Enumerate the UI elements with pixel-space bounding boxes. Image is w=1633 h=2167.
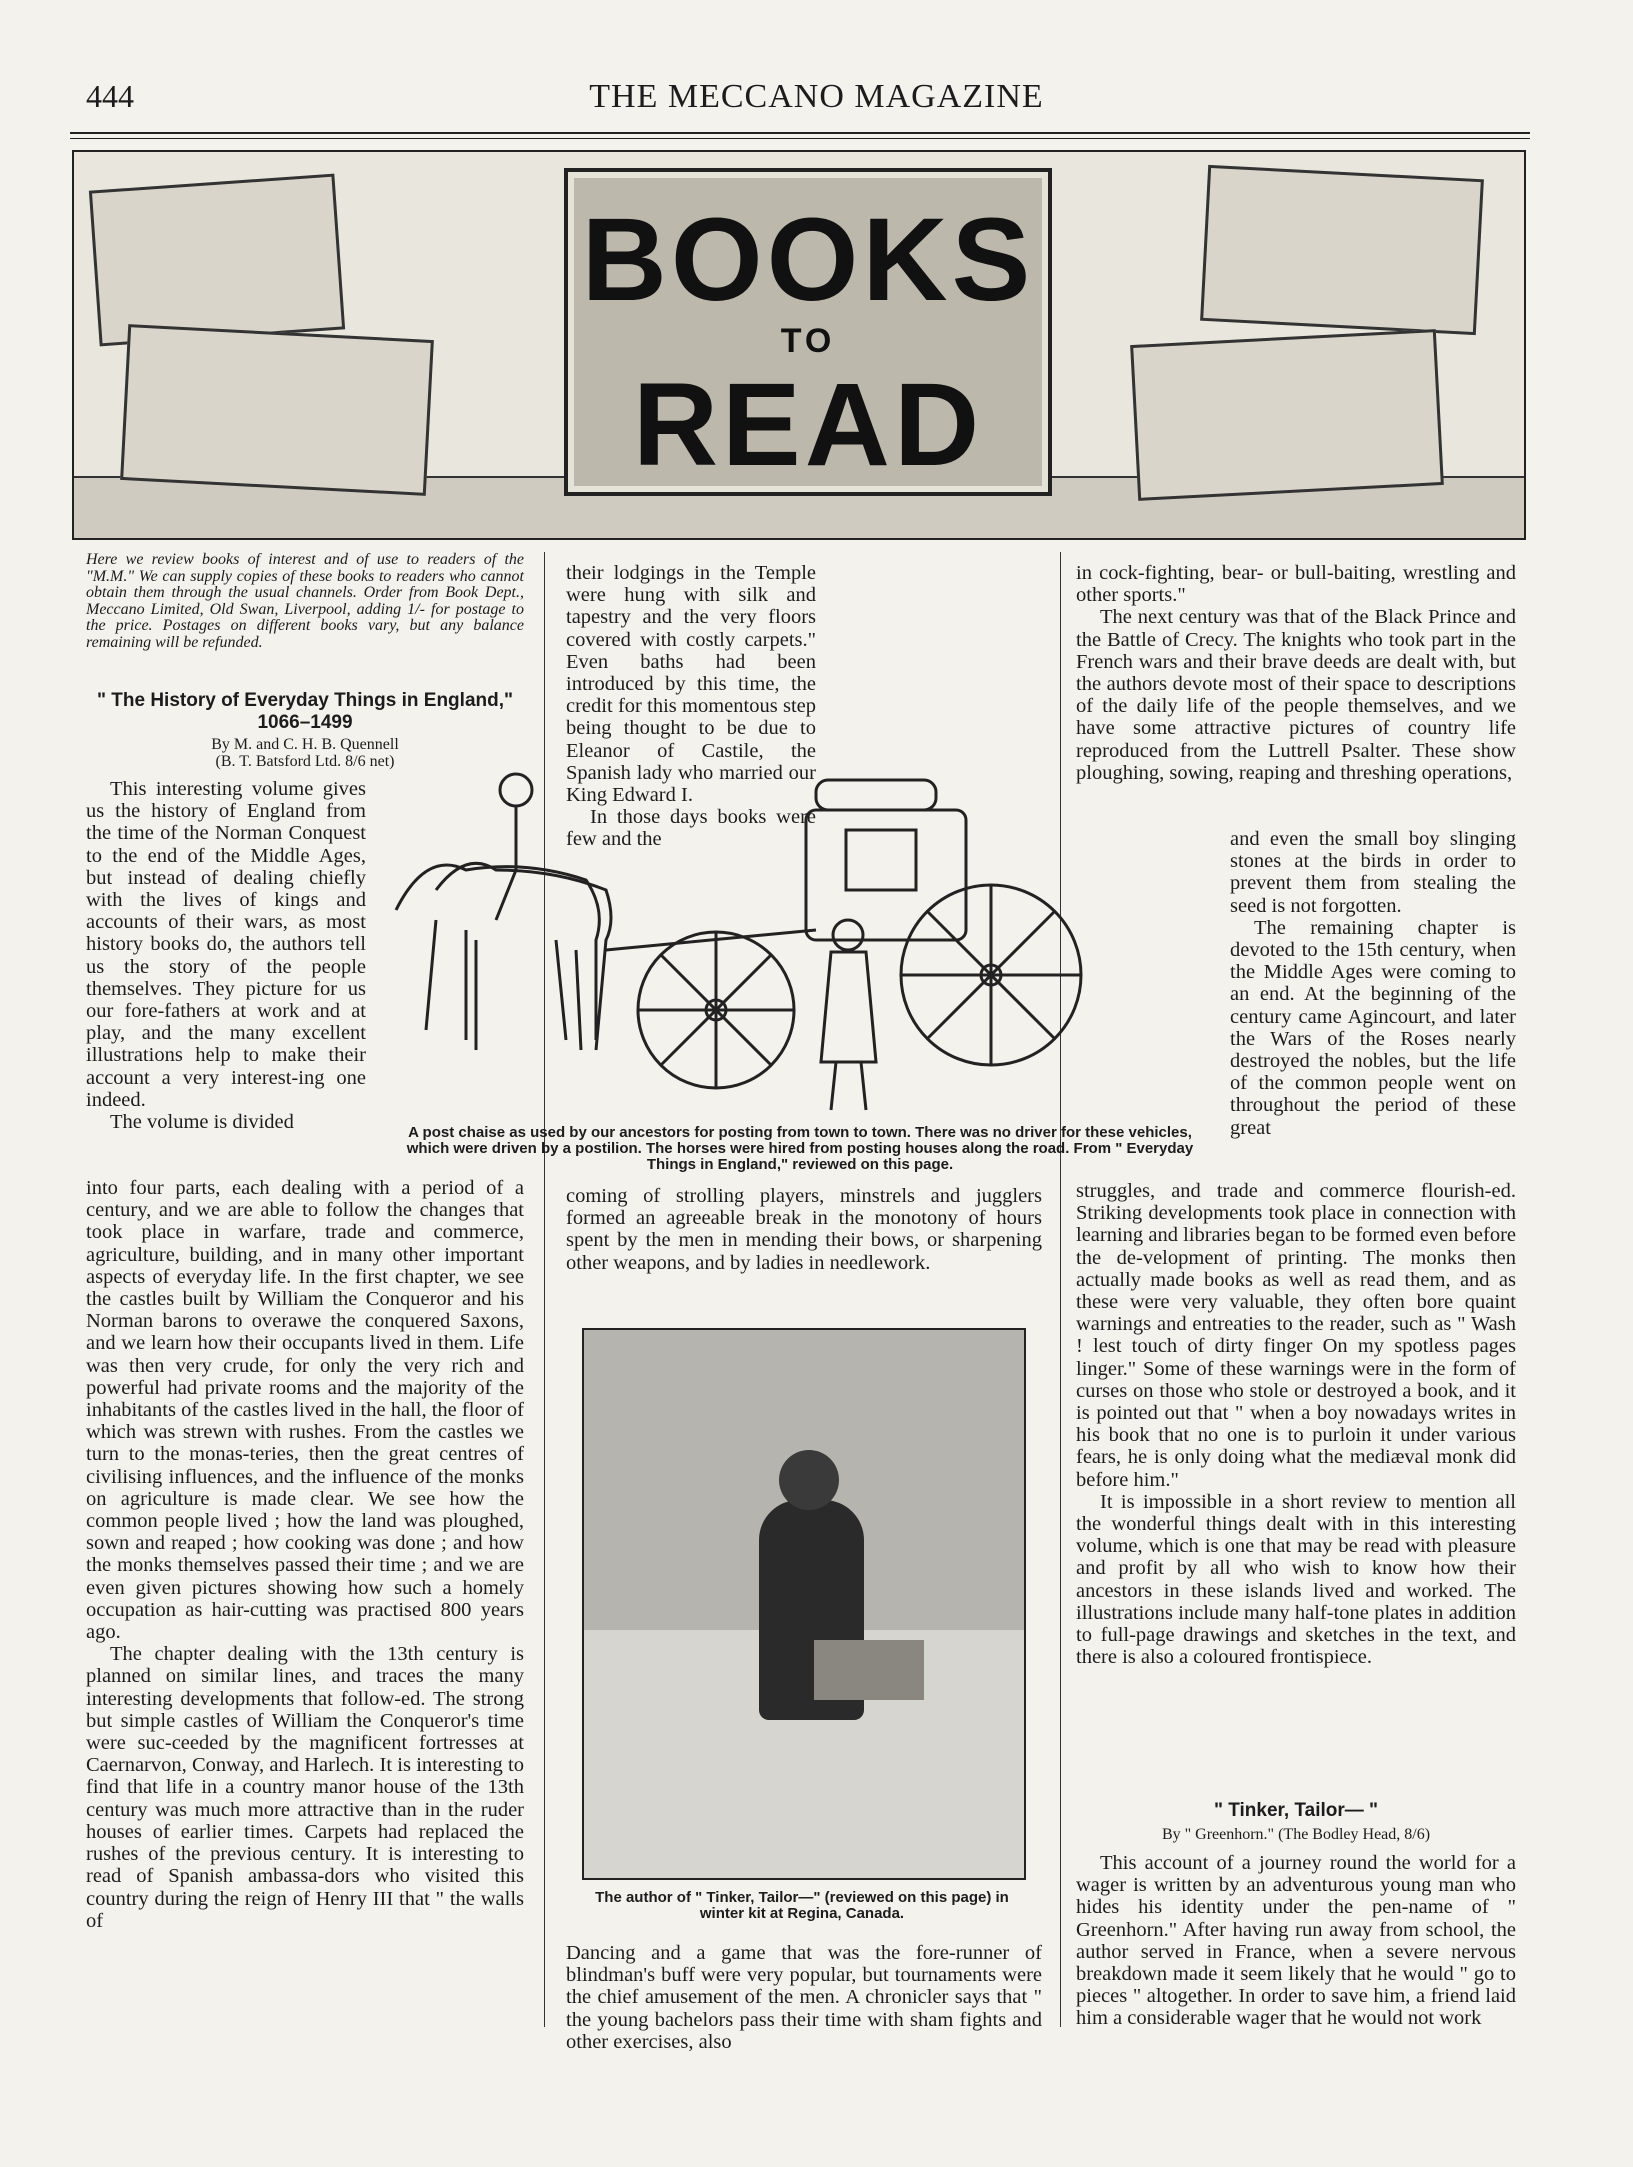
col3-text-1: in cock-fighting, bear- or bull-baiting, wrestling and other sports." bbox=[1076, 562, 1516, 607]
title-panel bbox=[564, 168, 1052, 496]
col2-text-bottom: Dancing and a game that was the fore-runner of blindman's buff were very popular, but tournaments were the chief amusement of the men. A chronicler says that " the young bachelors pass their time with sham fights and other exercises, also bbox=[566, 1942, 1042, 2053]
banner-word-books: BOOKS bbox=[581, 194, 1035, 326]
review-publisher: (B. T. Batsford Ltd. 8/6 net) bbox=[215, 753, 395, 770]
open-book-illustration-right-top bbox=[1200, 165, 1484, 335]
header-rule-thin bbox=[70, 138, 1530, 139]
photo-crate bbox=[814, 1640, 924, 1700]
standing-figure bbox=[821, 920, 876, 1110]
col2-paragraph-bottom bbox=[566, 1942, 1042, 2053]
open-book-illustration-right-bottom bbox=[1130, 329, 1444, 501]
col1-text-block-2: The volume is divided bbox=[110, 1111, 294, 1134]
open-book-illustration-left-top bbox=[89, 174, 345, 347]
col3-paragraph-lower bbox=[1076, 1180, 1516, 1668]
banner-word-read: READ bbox=[632, 359, 984, 491]
header-rule bbox=[70, 132, 1530, 134]
col3-text-4: It is impossible in a short review to mention all the wonderful things dealt with in this interesting volume, which is one that may be read with pleasure and profit by all who wish to know how their ancestors in these islands lived and worked. The illustrations include many half-tone plates in addition to full-page drawings and sketches in the text, and there is also a coloured frontispiece. bbox=[1076, 1490, 1516, 1669]
col3-paragraph-narrow bbox=[1230, 828, 1516, 1139]
books-to-read-banner bbox=[72, 150, 1526, 540]
col3-text-3b: struggles, and trade and commerce flourish-ed. Striking developments took place in connection with learning and libraries began to be formed even before the de-velopment of printing. The monks then actually made books as well as read them, and as these were very valuable, they often bore quaint warnings and entreaties to the reader, such as " Wash ! lest touch of dirty finger On my spotless pages linger." Some of these warnings were in the form of curses on those who stole or destroyed a book, and it is pointed out that " when a boy nowadays writes in his book that no one is to purloin it under various fears, he is only doing what the mediæval monk did before him." bbox=[1076, 1180, 1516, 1491]
col3-text-2b: and even the small boy slinging stones at the birds in order to prevent them from stealing the seed is not forgotten. bbox=[1230, 828, 1516, 917]
col1-paragraph-2 bbox=[86, 1177, 524, 1932]
col3-paragraph-top bbox=[1076, 562, 1516, 784]
masthead: THE MECCANO MAGAZINE bbox=[589, 78, 1044, 115]
col1-paragraph-1 bbox=[86, 778, 366, 1133]
review-title-tinker-tailor: " Tinker, Tailor— " bbox=[1213, 1800, 1379, 1821]
col3-text-5: This account of a journey round the world for a wager is written by an adventurous young man who hides his identity under the pen-name of " Greenhorn." After having run away from school, the author served in France, when a severe nervous breakdown made it seem likely that he would " go to pieces " altogether. In order to save him, a friend laid him a considerable wager that he would not work bbox=[1076, 1852, 1516, 2030]
col2-text-top: their lodgings in the Temple were hung with silk and tapestry and the very floors covered with costly carpets." Even baths had been introduced by this time, the credit for this momentous step being thought to be due to Eleanor of Castile, the Spanish lady who married our King Edward I. bbox=[566, 562, 816, 807]
col1-text-block: This interesting volume gives us the history of England from the time of the Norman Conquest to the end of the Middle Ages, but instead of dealing chiefly with the lives of kings and accounts of their wars, as most history books do, the authors tell us the story of the people themselves. They picture for us our fore-fathers at work and at play, and the many excellent illustrations help to make their account a very interest-ing one indeed. bbox=[86, 778, 366, 1111]
review-title-everyday-things: " The History of Everyday Things in England," 1066–1499 bbox=[96, 690, 514, 733]
review-byline-tinker-tailor: By " Greenhorn." (The Bodley Head, 8/6) bbox=[1161, 1826, 1431, 1843]
postilion-rider bbox=[496, 774, 532, 920]
author-photo bbox=[582, 1328, 1026, 1880]
author-head bbox=[779, 1450, 839, 1510]
col2-text-mid: coming of strolling players, minstrels and jugglers formed an agreeable break in the monotony of hours spent by the men in mending their bows, or sharpening other weapons, and by ladies in needlework. bbox=[566, 1185, 1042, 1274]
col3-paragraph-bottom bbox=[1076, 1852, 1516, 2030]
banner-word-to: TO bbox=[780, 322, 836, 360]
carriage-body bbox=[806, 780, 966, 940]
col1-text-block-4: The chapter dealing with the 13th century is planned on similar lines, and traces the many interesting developments that follow-ed. The strong but simple castles of William the Conqueror's time were suc-ceeded by the magnificent fortresses at Caernarvon, Conway, and Harlech. It is interesting to find that life in a country manor house of the 13th century was much more attractive than in the ruder houses of earlier times. Carpets had replaced the rushes of the previous century. It is interesting to read of Spanish ambassa-dors who visited this country during the reign of Henry III that " the walls of bbox=[86, 1643, 524, 1932]
col2-paragraph-mid bbox=[566, 1185, 1042, 1274]
open-book-illustration-left-bottom bbox=[120, 324, 434, 496]
illustration-caption: A post chaise as used by our ancestors for posting from town to town. There was no driver for these vehicles, which were driven by a postilion. The horses were hired from posting houses along the road. From " Everyday Things in England," reviewed on this page. bbox=[406, 1124, 1194, 1173]
photo-caption: The author of " Tinker, Tailor—" (reviewed on this page) in winter kit at Regina, Canada. bbox=[595, 1889, 1009, 1922]
col2-text-top-2: In those days books were few and the bbox=[566, 806, 816, 851]
intro-note: Here we review books of interest and of use to readers of the "M.M." We can supply copies of these books to readers who cannot obtain them through the usual channels. Order from Book Dept., Meccano Limited, Old Swan, Liverpool, adding 1/- for postage to the price. Postages on different books vary, but any balance remaining will be refunded. bbox=[86, 551, 524, 651]
col3-text-3: The remaining chapter is devoted to the 15th century, when the Middle Ages were coming to an end. At the beginning of the century came Agincourt, and later the Wars of the Roses nearly destroyed the nobles, but the life of the common people went on throughout the period of these great bbox=[1230, 916, 1516, 1139]
col3-text-2: The next century was that of the Black Prince and the Battle of Crecy. The knights who took part in the French wars and their brave deeds are dealt with, but the authors devote most of their space to descriptions of the daily life of the people themselves, and we have some attractive pictures of country life reproduced from the Luttrell Psalter. These show ploughing, sowing, reaping and threshing operations, bbox=[1076, 606, 1516, 784]
review-byline: By M. and C. H. B. Quennell bbox=[211, 736, 399, 753]
page-number: 444 bbox=[86, 78, 134, 114]
horses bbox=[396, 863, 611, 1050]
col1-text-block-3: into four parts, each dealing with a period of a century, and we are able to follow the changes that took place in warfare, trade and commerce, agriculture, building, and in many other important aspects of everyday life. In the first chapter, we see the castles built by William the Conqueror and his Norman barons to overawe the conquered Saxons, and we learn how their occupants lived in them. Life was then very crude, for only the very rich and powerful had private rooms and the majority of the inhabitants of the castles lived in the hall, the floor of which was strewn with rushes. From the castles we turn to the monas-teries, then the great centres of civilising influences, and the influence of the monks on agriculture is made clear. We see how the common people lived ; how the land was ploughed, sown and reaped ; how cooking was done ; and how the monks themselves passed their time ; and we are even given pictures showing how such a homely occupation as hair-cutting was practised 800 years ago. bbox=[86, 1177, 524, 1644]
